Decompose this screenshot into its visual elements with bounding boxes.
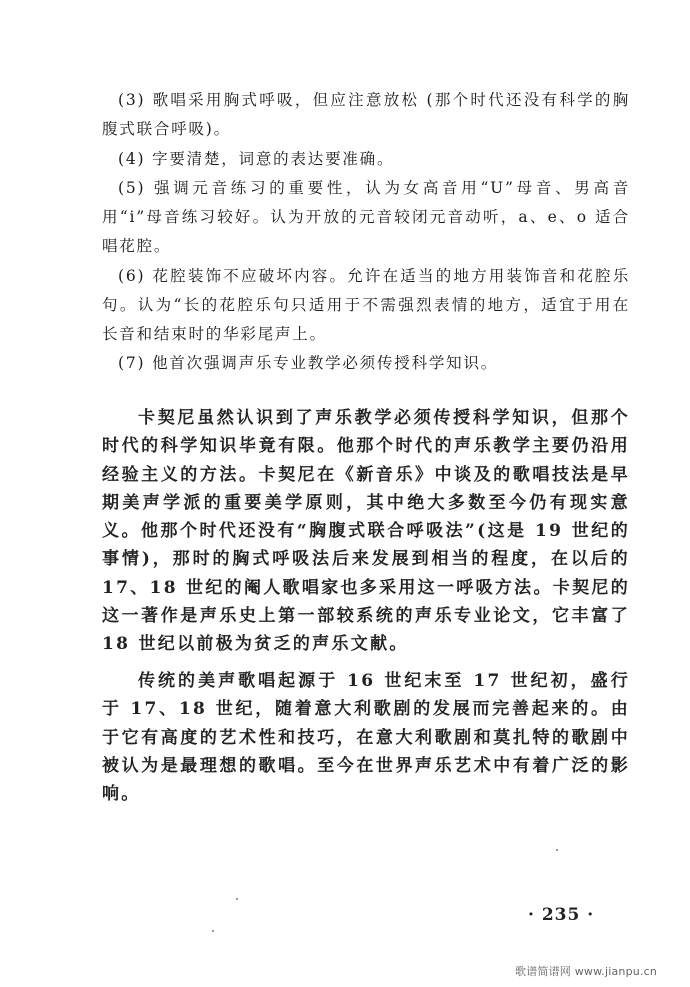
page-number: · 235 · [528,905,595,925]
list-item-5: (5) 强调元音练习的重要性，认为女高音用“U”母音、男高音用“i”母音练习较好。认为开放的元音较闭元音动听，a、e、o 适合唱花腔。 [102,179,630,255]
paragraph-caccini: 卡契尼虽然认识到了声乐教学必须传授科学知识，但那个时代的科学知识毕竟有限。他那个时代的声乐教学主要仍沿用经验主义的方法。卡契尼在《新音乐》中谈及的歌唱技法是早期美声学派的重要美学原则，其中绝大多数至今仍有现实意义。他那个时代还没有“胸腹式联合呼吸法”(这是 19 世纪的事情)，那时的胸式呼吸法后来发展到相当的程度，在以后的 17、18 世纪的阉人歌唱家也多采用这一呼吸方法。卡契尼的这一著作是声乐史上第一部较系统的声乐专业论文，它丰富了 18 世纪以前极为贫乏的声乐文献。 [102,408,630,655]
list-item-3: (3) 歌唱采用胸式呼吸，但应注意放松 (那个时代还没有科学的胸腹式联合呼吸)。 [102,91,630,138]
list-item-6: (6) 花腔装饰不应破坏内容。允许在适当的地方用装饰音和花腔乐句。认为“长的花腔乐句只适用于不需强烈表情的地方，适宜于用在长音和结束时的华彩尾声上。 [102,267,630,343]
paragraph-bel-canto: 传统的美声歌唱起源于 16 世纪末至 17 世纪初，盛行于 17、18 世纪，随着意大利歌剧的发展而完善起来的。由于它有高度的艺术性和技巧，在意大利歌剧和莫扎特的歌剧中被认为是最理想的歌唱。至今在世界声乐艺术中有着广泛的影响。 [102,671,630,805]
list-item-4: (4) 字要清楚，词意的表达要准确。 [118,150,395,168]
watermark: 歌谱简谱网 www.jianpu.cn [515,965,658,978]
scan-speck [212,930,214,932]
list-item-7: (7) 他首次强调声乐专业教学必须传授科学知识。 [118,354,499,372]
scan-speck [236,898,238,900]
scan-speck [556,849,558,851]
